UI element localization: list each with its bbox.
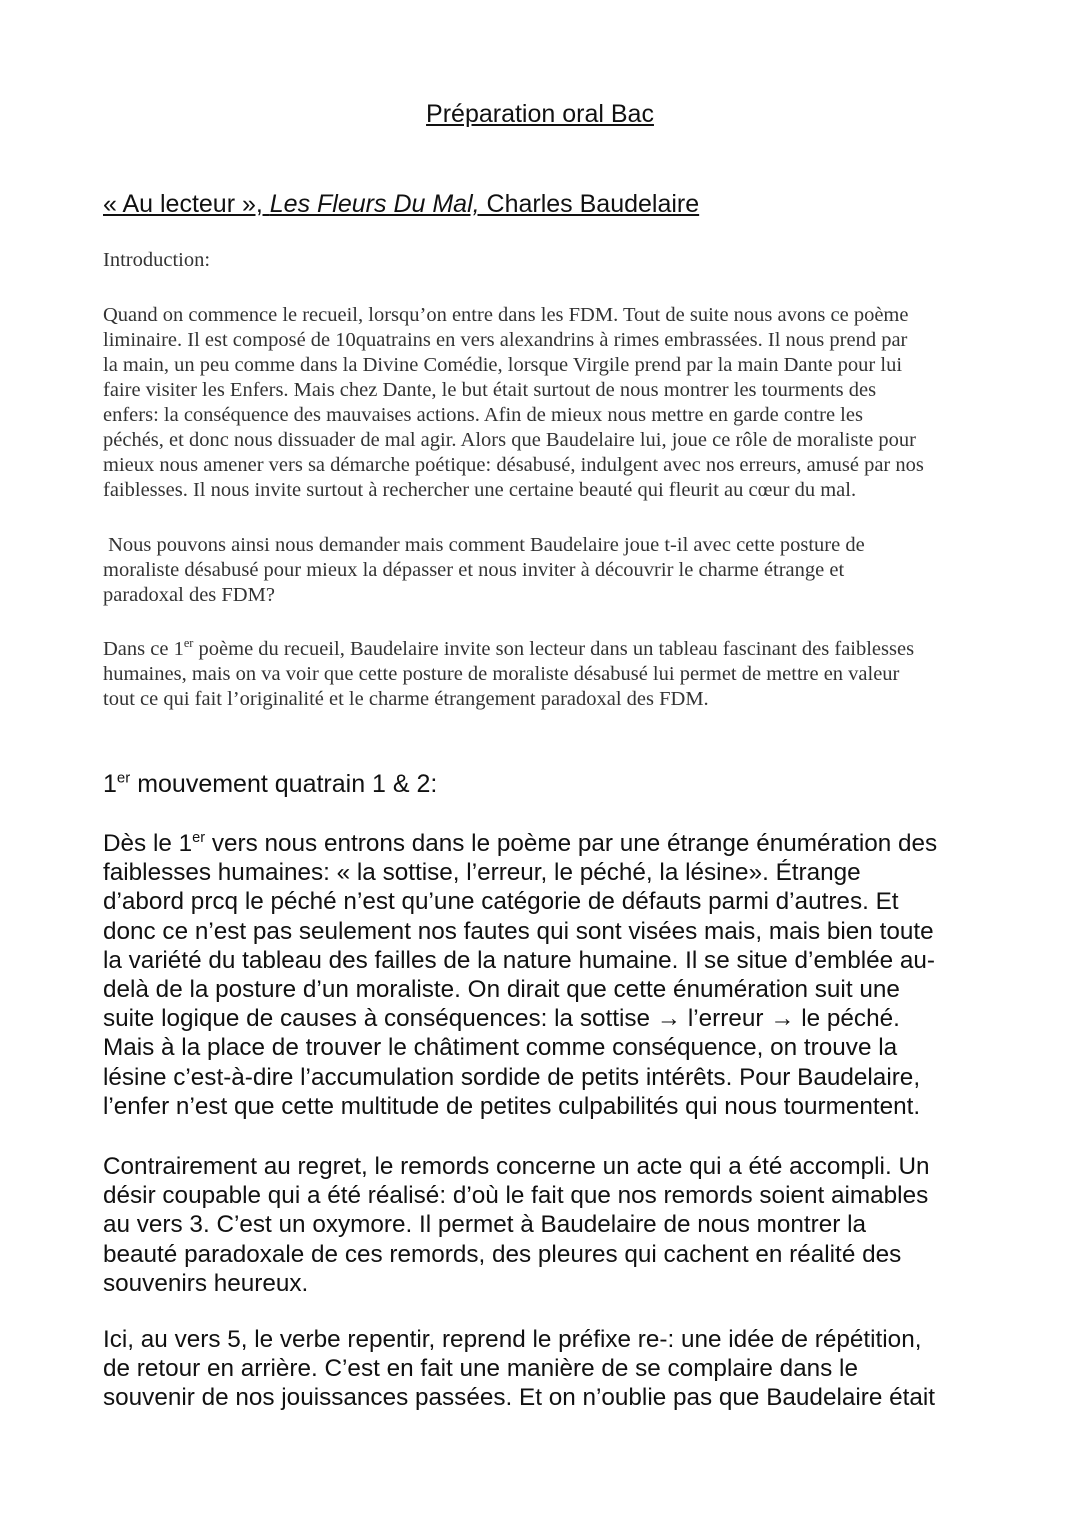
text-line: tout ce qui fait l’originalité et le charme étrangement paradoxal des FDM.: [103, 688, 709, 710]
analysis-paragraph-2: [103, 1152, 983, 1298]
analysis-paragraph-3: [103, 1325, 983, 1413]
text-line: humaines, mais on va voir que cette posture de moraliste désabusé lui permet de mettre en valeur: [103, 663, 900, 685]
introduction-paragraph: [103, 303, 983, 503]
introduction-label: Introduction:: [103, 249, 211, 271]
text-line: liminaire. Il est composé de 10quatrains en vers alexandrins à rimes embrassées. Il nous prend par: [103, 329, 908, 351]
text-line: de retour en arrière. C’est en fait une manière de se complaire dans le: [103, 1355, 858, 1383]
text-line: [103, 829, 983, 858]
text-line: faiblesses. Il nous invite surtout à rechercher une certaine beauté qui fleurit au cœur du mal.: [103, 479, 857, 501]
text-line: faiblesses humaines: « la sottise, l’erreur, le péché, la lésine». Étrange: [103, 859, 861, 887]
text-line: la variété du tableau des failles de la nature humaine. Il se situe d’emblée au-: [103, 946, 936, 974]
text-line: suite logique de causes à conséquences: la sottise → l’erreur → le péché.: [103, 1005, 900, 1033]
text-fragment: vers nous entrons dans le poème par une étrange énumération des: [205, 830, 938, 857]
movement-heading: [103, 770, 437, 799]
text-line: enfers: la conséquence des mauvaises actions. Afin de mieux nous mettre en garde contre les: [103, 404, 863, 426]
poem-title: « Au lecteur »,: [103, 190, 270, 218]
poem-heading: [103, 190, 699, 219]
ordinal-superscript: er: [116, 769, 131, 787]
text-line: Contrairement au regret, le remords concerne un acte qui a été accompli. Un: [103, 1153, 930, 1180]
text-fragment: Dans ce 1: [103, 638, 184, 660]
text-line: Ici, au vers 5, le verbe repentir, reprend le préfixe re-: une idée de répétition,: [103, 1326, 922, 1353]
text-line: [103, 637, 983, 662]
ordinal-superscript: er: [192, 829, 206, 846]
text-line: beauté paradoxale de ces remords, des pleures qui cachent en réalité des: [103, 1240, 902, 1268]
page-title: Préparation oral Bac: [426, 100, 654, 128]
text-line: souvenirs heureux.: [103, 1269, 309, 1297]
text-line: moraliste désabusé pour mieux la dépasser et nous inviter à découvrir le charme étrange et: [103, 559, 845, 581]
text-line: Mais à la place de trouver le châtiment comme conséquence, on trouve la: [103, 1034, 898, 1062]
text-fragment: Dès le 1: [103, 830, 193, 857]
problematique-paragraph: [103, 533, 983, 608]
annonce-plan-paragraph: [103, 637, 983, 712]
text-line: lésine c’est-à-dire l’accumulation sordide de petits intérêts. Pour Baudelaire,: [103, 1063, 921, 1091]
text-line: delà de la posture d’un moraliste. On dirait que cette énumération suit une: [103, 976, 900, 1004]
text-line: désir coupable qui a été réalisé: d’où le fait que nos remords soient aimables: [103, 1182, 929, 1210]
movement-label: mouvement quatrain 1 & 2:: [130, 770, 438, 798]
text-line: donc ce n’est pas seulement nos fautes qui sont visées mais, mais bien toute: [103, 917, 934, 945]
author-name: Charles Baudelaire: [479, 190, 700, 218]
analysis-paragraph-1: [103, 829, 983, 1121]
text-line: mieux nous amener vers sa démarche poétique: désabusé, indulgent avec nos erreurs, amusé par nos: [103, 454, 924, 476]
text-line: souvenir de nos jouissances passées. Et on n’oublie pas que Baudelaire était: [103, 1384, 936, 1412]
text-line: l’enfer n’est que cette multitude de petites culpabilités qui nous tourmentent.: [103, 1092, 921, 1120]
text-line: d’abord prcq le péché n’est qu’une catégorie de défauts parmi d’autres. Et: [103, 888, 899, 916]
text-line: Quand on commence le recueil, lorsqu’on entre dans les FDM. Tout de suite nous avons ce poème: [103, 304, 909, 326]
ordinal-superscript: er: [183, 636, 194, 651]
text-line: faire visiter les Enfers. Mais chez Dante, le but était surtout de nous montrer les tourments des: [103, 379, 877, 401]
movement-number: 1: [103, 770, 117, 798]
text-line: péchés, et donc nous dissuader de mal agir. Alors que Baudelaire lui, joue ce rôle de moraliste pour: [103, 429, 916, 451]
work-title: Les Fleurs Du Mal,: [269, 190, 480, 218]
text-line: au vers 3. C’est un oxymore. Il permet à Baudelaire de nous montrer la: [103, 1211, 867, 1239]
text-line: paradoxal des FDM?: [103, 584, 275, 606]
text-line: la main, un peu comme dans la Divine Comédie, lorsque Virgile prend par la main Dante pour lui: [103, 354, 903, 376]
text-fragment: poème du recueil, Baudelaire invite son lecteur dans un tableau fascinant des faiblesses: [193, 638, 915, 660]
text-line: Nous pouvons ainsi nous demander mais comment Baudelaire joue t-il avec cette posture de: [103, 534, 865, 556]
